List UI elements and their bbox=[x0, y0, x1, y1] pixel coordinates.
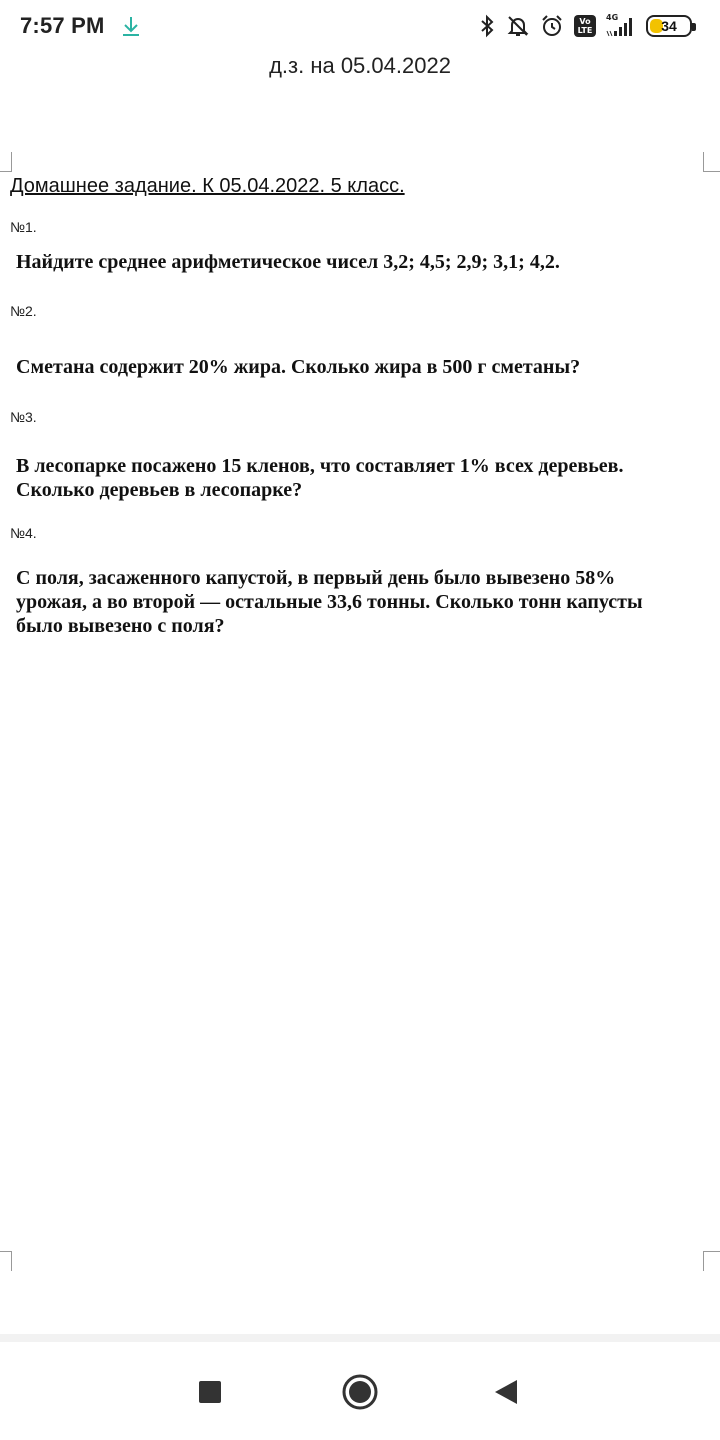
task-3-line-2: Сколько деревьев в лесопарке? bbox=[16, 479, 303, 501]
navigation-bar bbox=[0, 1342, 720, 1440]
task-2-text: Сметана содержит 20% жира. Сколько жира в 500 г сметаны? bbox=[16, 356, 581, 378]
home-button[interactable] bbox=[338, 1370, 382, 1414]
task-4-number: №4. bbox=[10, 525, 37, 541]
back-button[interactable] bbox=[484, 1370, 528, 1414]
bluetooth-icon bbox=[478, 14, 496, 38]
homework-heading: Домашнее задание. К 05.04.2022. 5 класс. bbox=[10, 175, 405, 197]
recents-button[interactable] bbox=[188, 1370, 232, 1414]
home-circle-icon bbox=[340, 1372, 380, 1412]
page-corner-bottom-left bbox=[0, 1251, 12, 1271]
task-4-line-2: урожая, а во второй — остальные 33,6 тонны. Сколько тонн капусты bbox=[16, 591, 643, 613]
status-bar bbox=[0, 0, 720, 52]
task-1-text: Найдите среднее арифметическое чисел 3,2; 4,5; 2,9; 3,1; 4,2. bbox=[16, 251, 560, 273]
recents-square-icon bbox=[198, 1380, 222, 1404]
task-4-text bbox=[16, 566, 706, 638]
page-corner-top-left bbox=[0, 152, 12, 172]
task-3-number: №3. bbox=[10, 409, 37, 425]
task-2-number: №2. bbox=[10, 303, 37, 319]
task-4-line-1: С поля, засаженного капустой, в первый день было вывезено 58% bbox=[16, 567, 616, 589]
volte-top-label: Vo bbox=[579, 17, 591, 26]
battery-level: 34 bbox=[661, 18, 677, 34]
task-4-line-3: было вывезено с поля? bbox=[16, 615, 225, 637]
battery-tip bbox=[692, 23, 696, 31]
volte-icon bbox=[574, 15, 596, 37]
task-3-line-1: В лесопарке посажено 15 кленов, что составляет 1% всех деревьев. bbox=[16, 455, 624, 477]
nav-divider bbox=[0, 1334, 720, 1342]
alarm-icon bbox=[540, 14, 564, 38]
back-triangle-icon bbox=[493, 1378, 519, 1406]
document-title: д.з. на 05.04.2022 bbox=[269, 53, 451, 78]
network-type-label: 4G bbox=[606, 13, 619, 22]
status-time: 7:57 PM bbox=[20, 13, 105, 38]
task-1-number: №1. bbox=[10, 219, 37, 235]
page-corner-top-right bbox=[703, 152, 720, 172]
download-arrow-icon bbox=[119, 14, 143, 38]
battery-icon bbox=[646, 15, 692, 37]
status-right bbox=[478, 14, 692, 38]
task-3-text bbox=[16, 454, 706, 502]
volte-bottom-label: LTE bbox=[577, 26, 593, 35]
muted-bell-icon bbox=[506, 14, 530, 38]
page-corner-bottom-right bbox=[703, 1251, 720, 1271]
status-left bbox=[20, 13, 143, 39]
signal-icon bbox=[606, 15, 636, 37]
